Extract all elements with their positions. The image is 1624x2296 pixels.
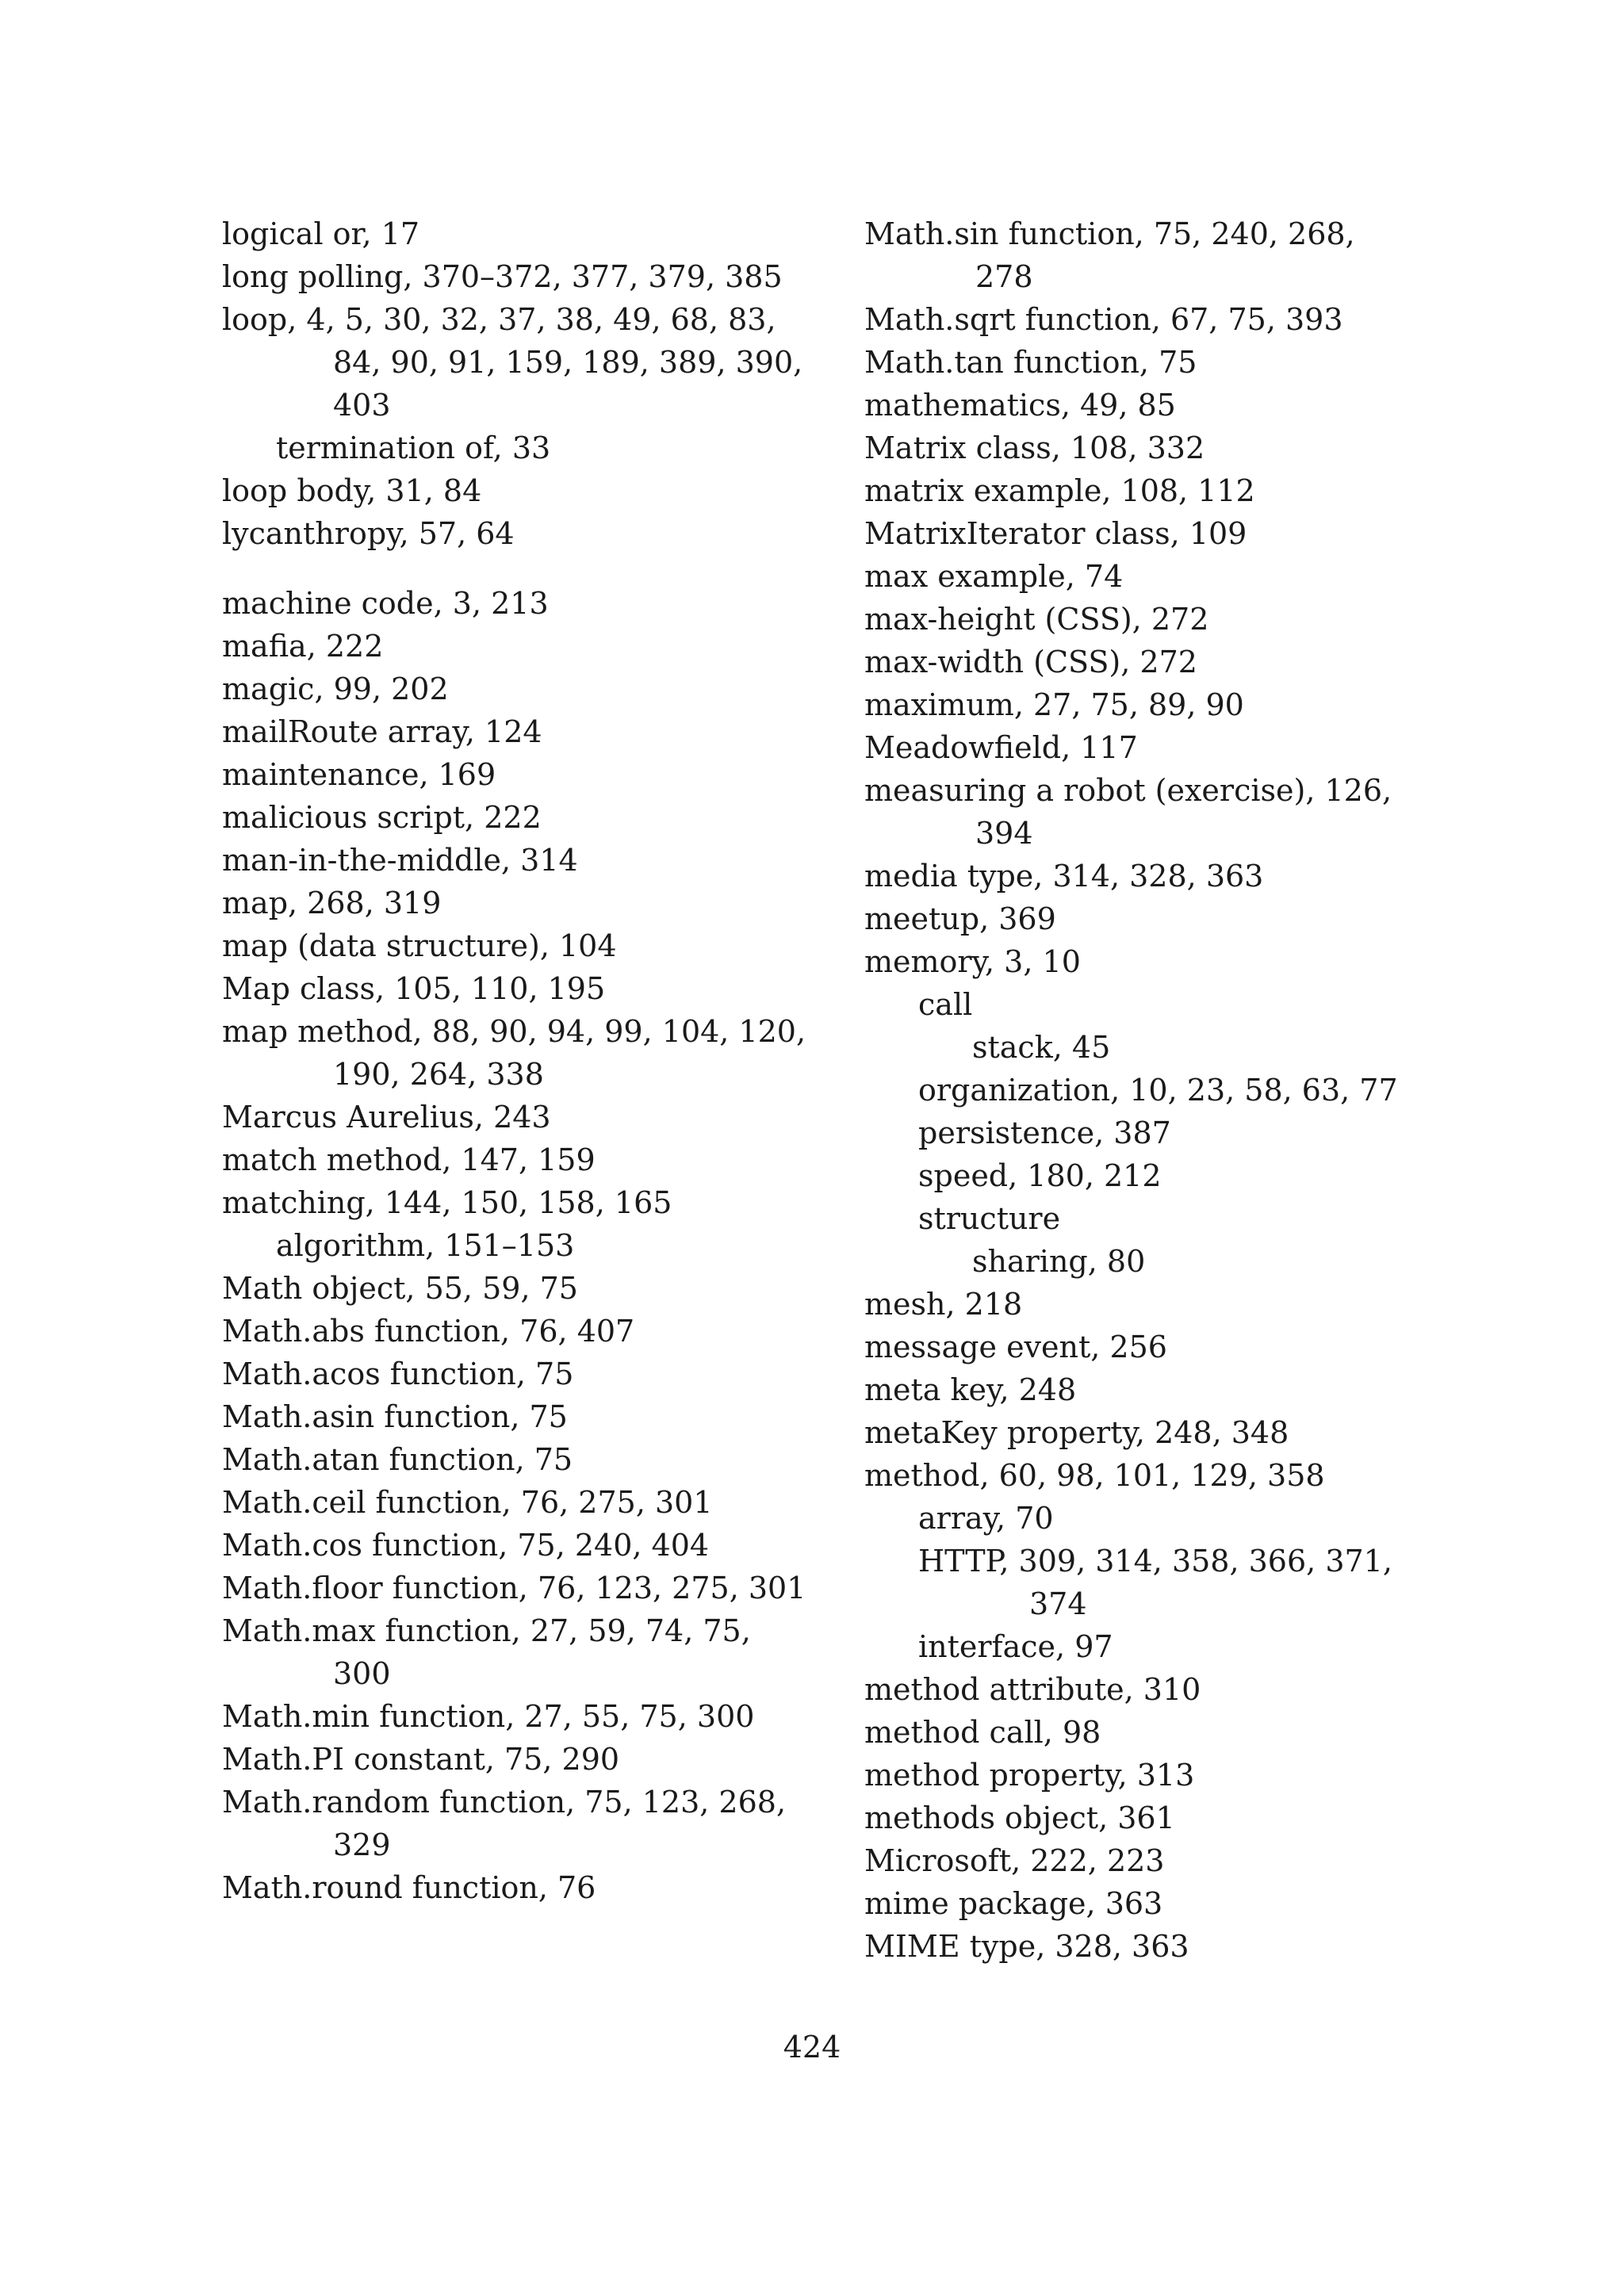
index-entry: malicious script, 222 bbox=[222, 800, 542, 835]
index-entry: Map class, 105, 110, 195 bbox=[222, 971, 606, 1006]
index-entry: Math.cos function, 75, 240, 404 bbox=[222, 1528, 710, 1563]
index-entry: meta key, 248 bbox=[864, 1372, 1077, 1407]
index-entry: max-width (CSS), 272 bbox=[864, 645, 1197, 679]
index-entry: Marcus Aurelius, 243 bbox=[222, 1100, 551, 1135]
index-entry: metaKey property, 248, 348 bbox=[864, 1415, 1289, 1450]
index-entry: MatrixIterator class, 109 bbox=[864, 516, 1247, 551]
index-subentry: termination of, 33 bbox=[276, 430, 551, 465]
index-entry: Math.abs function, 76, 407 bbox=[222, 1314, 635, 1349]
index-entry: map method, 88, 90, 94, 99, 104, 120, 190, 264, 338 bbox=[222, 1014, 806, 1092]
index-subentry: organization, 10, 23, 58, 63, 77 bbox=[918, 1073, 1398, 1108]
index-entry: maximum, 27, 75, 89, 90 bbox=[864, 687, 1244, 722]
index-subentry: speed, 180, 212 bbox=[918, 1158, 1162, 1193]
index-subentry: HTTP, 309, 314, 358, 366, 371, 374 bbox=[918, 1544, 1392, 1621]
index-entry: lycanthropy, 57, 64 bbox=[222, 516, 515, 551]
index-subentry: call bbox=[918, 987, 973, 1022]
index-entry: max-height (CSS), 272 bbox=[864, 602, 1209, 637]
index-column-right bbox=[864, 212, 1419, 1968]
index-entry: Math.atan function, 75 bbox=[222, 1442, 573, 1477]
index-subentry: stack, 45 bbox=[972, 1030, 1111, 1065]
index-entry: loop body, 31, 84 bbox=[222, 473, 482, 508]
index-entry: memory, 3, 10 bbox=[864, 944, 1081, 979]
index-entry: media type, 314, 328, 363 bbox=[864, 859, 1264, 894]
index-entry: measuring a robot (exercise), 126, 394 bbox=[864, 773, 1392, 851]
index-entry: map (data structure), 104 bbox=[222, 928, 617, 963]
index-entry: methods object, 361 bbox=[864, 1800, 1175, 1835]
index-entry: Microsoft, 222, 223 bbox=[864, 1843, 1165, 1878]
index-entry: Math.ceil function, 76, 275, 301 bbox=[222, 1485, 713, 1520]
index-entry: method call, 98 bbox=[864, 1715, 1101, 1750]
index-entry: mailRoute array, 124 bbox=[222, 714, 542, 749]
index-entry: mesh, 218 bbox=[864, 1287, 1023, 1322]
index-entry: magic, 99, 202 bbox=[222, 672, 449, 706]
letter-group-gap bbox=[222, 555, 809, 582]
index-subentry: algorithm, 151–153 bbox=[276, 1228, 575, 1263]
index-entry: method, 60, 98, 101, 129, 358 bbox=[864, 1458, 1325, 1493]
index-subentry: array, 70 bbox=[918, 1501, 1054, 1536]
index-subentry: sharing, 80 bbox=[972, 1244, 1146, 1279]
index-entry: Math.tan function, 75 bbox=[864, 345, 1197, 380]
page-number: 424 bbox=[783, 2030, 841, 2064]
index-entry: method attribute, 310 bbox=[864, 1672, 1201, 1707]
index-entry: method property, 313 bbox=[864, 1758, 1195, 1793]
index-entry: meetup, 369 bbox=[864, 901, 1056, 936]
index-entry: Meadowfield, 117 bbox=[864, 730, 1138, 765]
index-column-left bbox=[222, 212, 809, 1909]
index-entry: Math.random function, 75, 123, 268, 329 bbox=[222, 1785, 787, 1862]
index-entry: Math.acos function, 75 bbox=[222, 1357, 574, 1391]
index-entry: Math.PI constant, 75, 290 bbox=[222, 1742, 620, 1777]
index-entry: Math.sqrt function, 67, 75, 393 bbox=[864, 302, 1343, 337]
index-subentry: persistence, 387 bbox=[918, 1115, 1171, 1150]
index-entry: man-in-the-middle, 314 bbox=[222, 843, 578, 878]
index-entry: machine code, 3, 213 bbox=[222, 586, 549, 621]
index-entry: Math.floor function, 76, 123, 275, 301 bbox=[222, 1571, 806, 1605]
index-entry: match method, 147, 159 bbox=[222, 1142, 596, 1177]
index-entry: mime package, 363 bbox=[864, 1886, 1163, 1921]
index-subentry: interface, 97 bbox=[918, 1629, 1113, 1664]
index-entry: max example, 74 bbox=[864, 559, 1124, 594]
index-entry: MIME type, 328, 363 bbox=[864, 1929, 1189, 1964]
index-entry: Math.sin function, 75, 240, 268, 278 bbox=[864, 216, 1355, 294]
index-subentry: structure bbox=[918, 1201, 1061, 1236]
index-entry: loop, 4, 5, 30, 32, 37, 38, 49, 68, 83, 84, 90, 91, 159, 189, 389, 390, 403 bbox=[222, 302, 803, 423]
index-entry: maintenance, 169 bbox=[222, 757, 496, 792]
index-entry: map, 268, 319 bbox=[222, 886, 442, 920]
index-entry: mathematics, 49, 85 bbox=[864, 388, 1176, 423]
index-entry: long polling, 370–372, 377, 379, 385 bbox=[222, 259, 783, 294]
index-entry: message event, 256 bbox=[864, 1330, 1167, 1364]
index-entry: Math.round function, 76 bbox=[222, 1870, 596, 1905]
index-entry: mafia, 222 bbox=[222, 629, 384, 664]
index-entry: Matrix class, 108, 332 bbox=[864, 430, 1205, 465]
index-entry: Math.asin function, 75 bbox=[222, 1399, 568, 1434]
index-entry: Math.min function, 27, 55, 75, 300 bbox=[222, 1699, 755, 1734]
index-entry: matrix example, 108, 112 bbox=[864, 473, 1255, 508]
index-entry: Math.max function, 27, 59, 74, 75, 300 bbox=[222, 1613, 751, 1691]
index-entry: Math object, 55, 59, 75 bbox=[222, 1271, 578, 1306]
index-entry: logical or, 17 bbox=[222, 216, 420, 251]
index-entry: matching, 144, 150, 158, 165 bbox=[222, 1185, 672, 1220]
